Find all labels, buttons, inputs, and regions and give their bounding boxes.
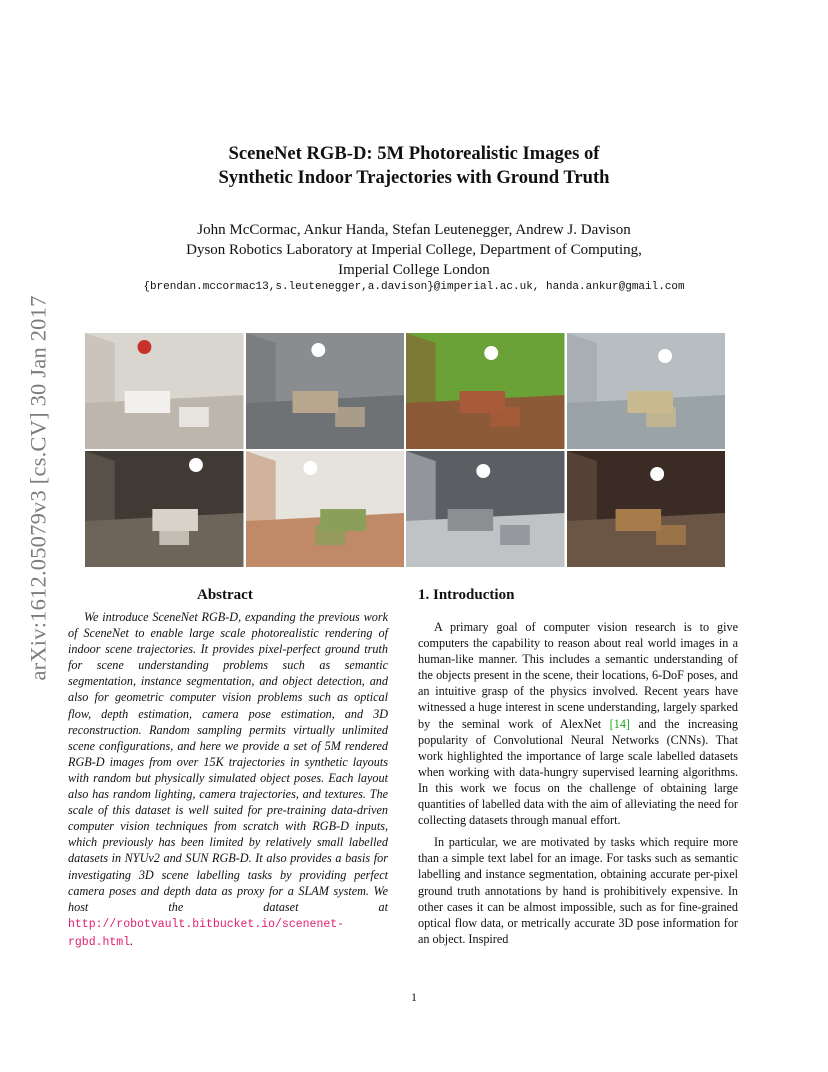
render-tile-1 <box>85 333 244 449</box>
render-tile-8 <box>567 451 726 567</box>
render-tile-3 <box>406 333 565 449</box>
author-emails: {brendan.mccormac13,s.leutenegger,a.davison}@imperial.ac.uk, handa.ankur@gmail.com <box>143 281 685 293</box>
render-tile-2 <box>246 333 405 449</box>
arxiv-stamp-text: arXiv:1612.05079v3 [cs.CV] 30 Jan 2017 <box>26 295 51 681</box>
abstract-end: . <box>130 933 134 948</box>
citation-link[interactable]: [14] <box>609 716 630 731</box>
paper-title <box>150 142 678 190</box>
page-number: 1 <box>411 990 417 1004</box>
abstract-text: We introduce SceneNet RGB-D, expanding the previous work of SceneNet to enable large scale photorealistic rendering of indoor scene trajectories. It provides pixel-perfect ground truth for scene understanding problems such as semantic segmentation, instance segmentation, and object detection, and also for geometric computer vision problems such as optical flow, depth estimation, camera pose estimation, and 3D reconstruction. Random sampling permits virtually unlimited scene configurations, and here we provide a set of 5M rendered RGB-D images from over 15K trajectories in synthetic layouts with random but physically simulated object poses. Each layout also has random lighting, camera trajectories, and textures. The scale of this dataset is well suited for pre-training data-driven computer vision techniques from scratch with RGB-D inputs, which previously has been limited by relatively small labelled datasets in NYUv2 and SUN RGB-D. It also provides a basis for investigating 3D scene labelling tasks by providing perfect camera poses and depth data as proxy for a SLAM system. We host the dataset at <box>68 610 388 914</box>
affiliation-line-1: Dyson Robotics Laboratory at Imperial College, Department of Computing, <box>186 242 642 258</box>
dataset-link[interactable]: http://robotvault.bitbucket.io/scenenet-rgbd.html <box>68 917 345 949</box>
introduction-body <box>418 619 738 953</box>
intro-paragraph-1 <box>418 619 738 828</box>
abstract-body <box>68 609 388 951</box>
affiliation-line-2: Imperial College London <box>338 262 490 278</box>
intro-paragraph-2: In particular, we are motivated by tasks which require more than a simple text label for an image. For tasks such as semantic labelling and instance segmentation, obtaining accurate per-pixel ground truth annotations by hand is prohibitively expensive. In other cases it can be almost impossible, such as for fine-grained optical flow data, or metrically accurate 3D pose information for an object. Inspired <box>418 835 738 946</box>
render-tile-5 <box>85 451 244 567</box>
abstract-heading: Abstract <box>197 587 253 603</box>
render-tile-6 <box>246 451 405 567</box>
introduction-heading: 1. Introduction <box>418 587 515 603</box>
intro-p1-text-b: and the increasing popularity of Convolutional Neural Networks (CNNs). That work highlighted the importance of large scale labelled datasets when working with data-hungry supervised learning algorithms. In this work we focus on the challenge of obtaining large quantities of labelled data with the aim of alleviating the need for collecting datasets through manual effort. <box>418 716 738 828</box>
author-block <box>100 220 728 280</box>
teaser-figure <box>85 333 725 567</box>
title-line-1: SceneNet RGB-D: 5M Photorealistic Images of <box>228 143 600 164</box>
render-tile-7 <box>406 451 565 567</box>
intro-p1-text-a: A primary goal of computer vision research is to give computers the capability to reason about real world images in a human-like manner. This includes a semantic understanding of the objects present in the scene, their locations, 6-DoF poses, and an intuitive grasp of the physics involved. Recent years have witnessed a huge interest in scene understanding, largely sparked by the seminal work of AlexNet <box>418 620 738 731</box>
author-names: John McCormac, Ankur Handa, Stefan Leutenegger, Andrew J. Davison <box>197 222 631 238</box>
title-line-2: Synthetic Indoor Trajectories with Ground Truth <box>218 167 610 188</box>
arxiv-stamp <box>21 290 57 686</box>
render-tile-4 <box>567 333 726 449</box>
